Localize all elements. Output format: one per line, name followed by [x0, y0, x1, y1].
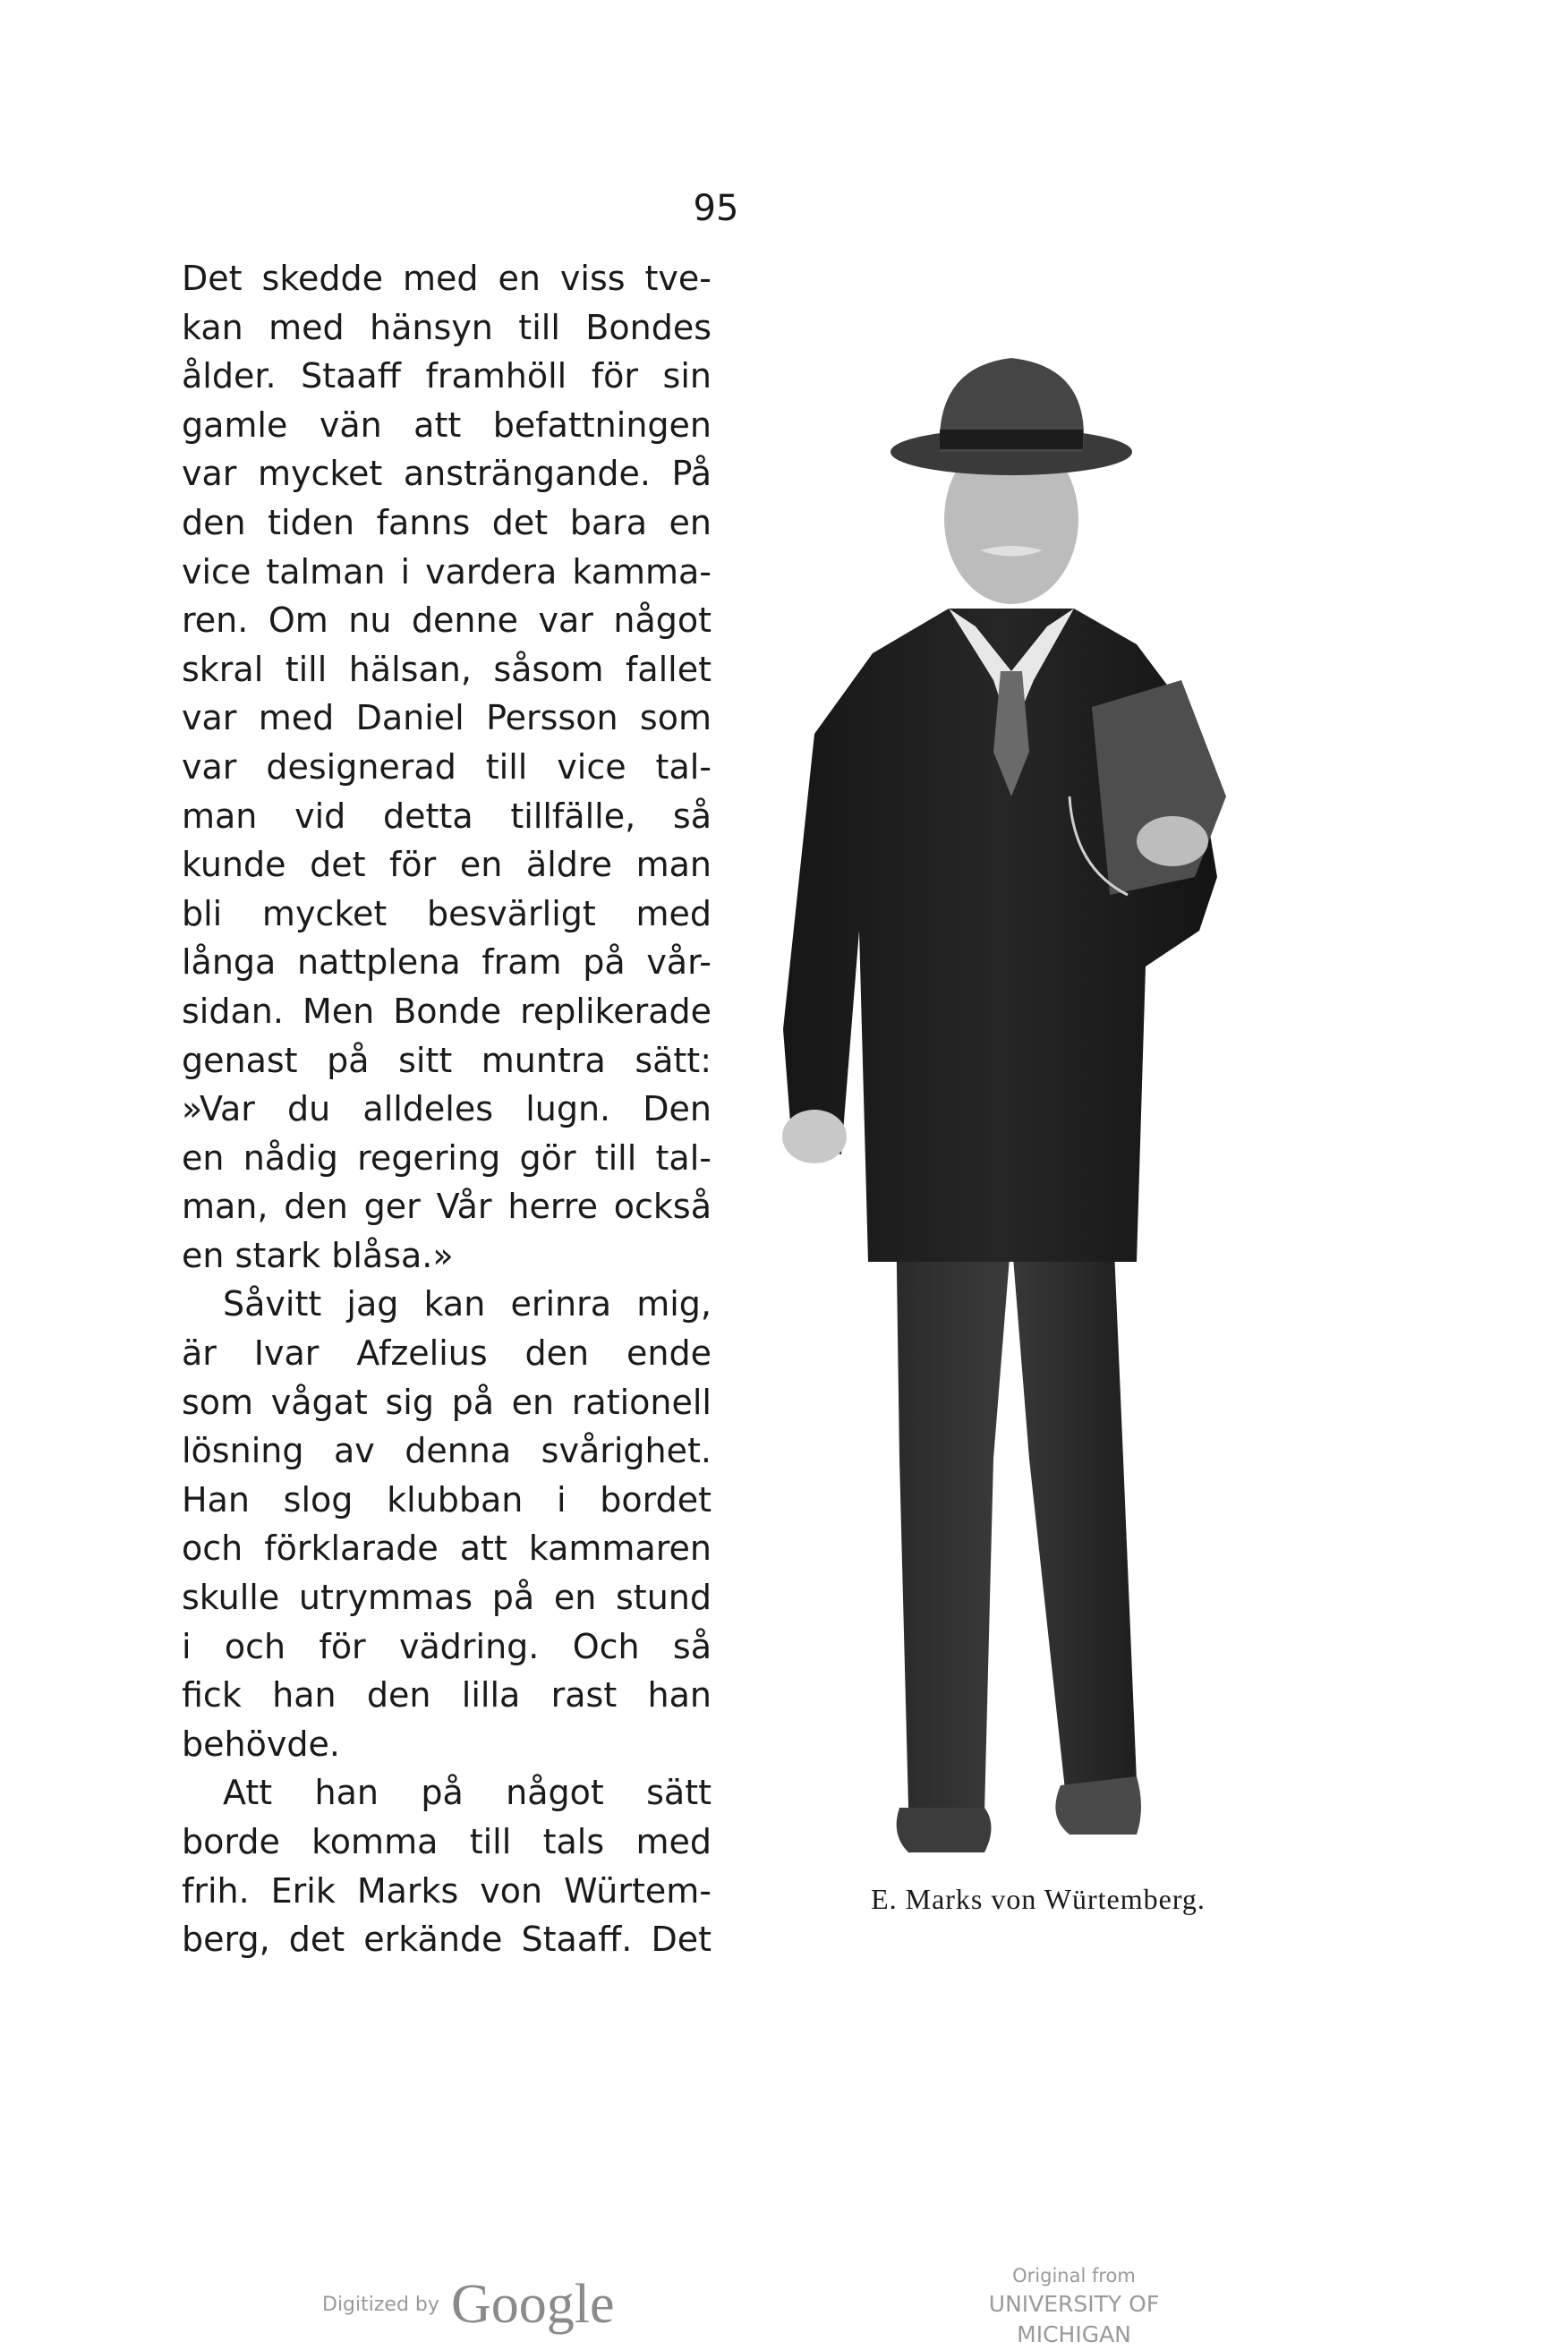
text-line: Det skedde med en viss tve-	[182, 259, 712, 298]
right-hand	[1137, 816, 1208, 866]
institution-label: UNIVERSITY OF MICHIGAN	[988, 2291, 1160, 2347]
text-line: kan med hänsyn till Bondes	[182, 307, 712, 347]
portrait-photo	[716, 251, 1342, 1879]
text-line: sidan. Men Bonde replikerade	[182, 991, 712, 1031]
original-from-watermark	[931, 2262, 1217, 2350]
text-line: Att han på något sätt	[223, 1773, 712, 1813]
text-line: ren. Om nu denne var något	[182, 600, 712, 641]
text-line: skral till hälsan, såsom fallet	[182, 649, 712, 689]
text-line: kunde det för en äldre man	[182, 845, 712, 885]
digitized-by-label: Digitized by	[322, 2294, 439, 2316]
text-line: var mycket ansträngande. På	[182, 454, 712, 494]
text-line: Han slog klubban i bordet	[182, 1479, 712, 1520]
original-from-label: Original from	[1012, 2265, 1136, 2286]
text-line: vice talman i vardera kamma-	[182, 551, 712, 592]
text-line: och förklarade att kammaren	[182, 1528, 712, 1569]
left-hand	[782, 1110, 847, 1163]
right-shoe	[1055, 1776, 1141, 1835]
text-line: som vågat sig på en rationell	[182, 1382, 712, 1422]
text-line: var designerad till vice tal-	[182, 746, 712, 787]
text-line: gamle vän att befattningen	[182, 404, 712, 445]
text-line: den tiden fanns det bara en	[182, 502, 712, 542]
hat-band	[940, 430, 1083, 449]
text-line: var med Daniel Persson som	[182, 698, 712, 738]
text-line: genast på sitt muntra sätt:	[182, 1040, 712, 1080]
text-line: »Var du alldeles lugn. Den	[182, 1089, 712, 1129]
digitized-by-watermark	[322, 2273, 615, 2337]
text-line: frih. Erik Marks von Würtem-	[182, 1870, 712, 1911]
text-line: man vid detta tillfälle, så	[182, 796, 712, 836]
text-line: skulle utrymmas på en stund	[182, 1578, 712, 1618]
text-line: berg, det erkände Staaff. Det	[182, 1920, 712, 1960]
photo-caption: E. Marks von Würtemberg.	[871, 1883, 1206, 1915]
text-line: bli mycket besvärligt med	[182, 893, 712, 933]
text-line: Såvitt jag kan erinra mig,	[223, 1284, 712, 1324]
page-number: 95	[693, 188, 739, 229]
text-line: behövde.	[182, 1724, 340, 1764]
text-line: fick han den lilla rast han	[182, 1675, 712, 1716]
text-line: en stark blåsa.»	[182, 1235, 454, 1275]
text-line: en nådig regering gör till tal-	[182, 1137, 712, 1178]
text-line: långa nattplena fram på vår-	[182, 942, 712, 983]
text-line: lösning av denna svårighet.	[182, 1431, 712, 1471]
left-shoe	[897, 1808, 992, 1852]
text-line: är Ivar Afzelius den ende	[182, 1333, 712, 1374]
text-line: man, den ger Vår herre också	[182, 1187, 712, 1227]
google-logo: Google	[451, 2274, 615, 2335]
text-line: i och för vädring. Och så	[182, 1626, 712, 1666]
body-text	[182, 254, 712, 1964]
text-line: borde komma till tals med	[182, 1822, 712, 1861]
text-line: ålder. Staaff framhöll för sin	[182, 356, 712, 396]
